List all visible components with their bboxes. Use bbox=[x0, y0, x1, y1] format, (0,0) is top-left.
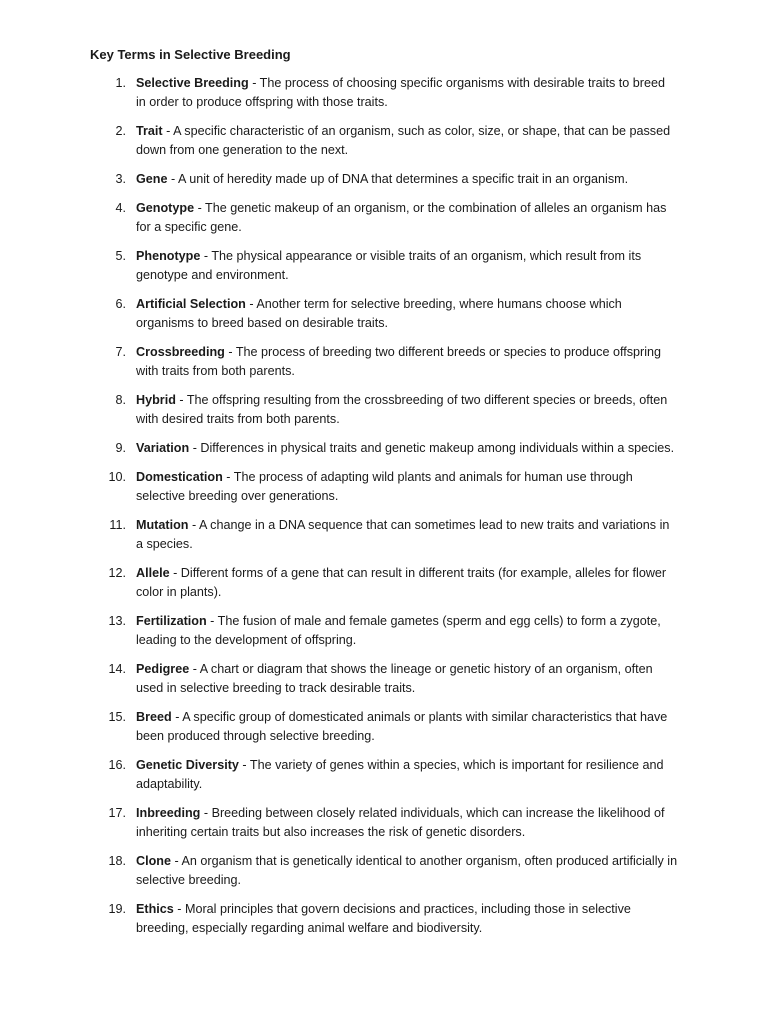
list-item-number: 12. bbox=[108, 566, 126, 580]
term-definition: - Differences in physical traits and genetic makeup among individuals within a species. bbox=[189, 441, 675, 455]
term-definition: - The process of breeding two different breeds or species to produce offspring with traits from both parents. bbox=[136, 345, 662, 378]
term-definition: - The fusion of male and female gametes (sperm and egg cells) to form a zygote, leading to the development of offspring. bbox=[136, 614, 661, 647]
term-name: Genotype bbox=[136, 201, 195, 215]
term-definition: - A chart or diagram that shows the lineage or genetic history of an organism, often used in selective breeding to track desirable traits. bbox=[136, 662, 653, 695]
term-definition: - The process of choosing specific organisms with desirable traits to breed in order to produce offspring with those traits. bbox=[136, 76, 665, 109]
list-item-number: 6. bbox=[115, 297, 126, 311]
list-item bbox=[0, 804, 768, 842]
list-item bbox=[0, 74, 768, 112]
term-definition: - Different forms of a gene that can result in different traits (for example, alleles for flower color in plants). bbox=[136, 566, 667, 599]
term-name: Pedigree bbox=[136, 662, 190, 676]
term-name: Hybrid bbox=[136, 393, 176, 407]
term-definition: - The process of adapting wild plants and animals for human use through selective breeding over generations. bbox=[136, 470, 633, 503]
list-item bbox=[0, 343, 768, 381]
term-definition: - Another term for selective breeding, where humans choose which organisms to breed based on desirable traits. bbox=[136, 297, 622, 330]
term-definition: - Breeding between closely related individuals, which can increase the likelihood of inheriting certain traits but also increases the risk of genetic disorders. bbox=[136, 806, 665, 839]
list-item-number: 5. bbox=[115, 249, 126, 263]
term-name: Genetic Diversity bbox=[136, 758, 239, 772]
term-name: Mutation bbox=[136, 518, 189, 532]
term-name: Phenotype bbox=[136, 249, 201, 263]
list-item bbox=[0, 468, 768, 506]
term-name: Allele bbox=[136, 566, 170, 580]
list-item-number: 1. bbox=[115, 76, 126, 90]
term-definition: - The variety of genes within a species, which is important for resilience and adaptability. bbox=[136, 758, 664, 791]
list-item bbox=[0, 708, 768, 746]
list-item-number: 9. bbox=[115, 441, 126, 455]
term-definition: - An organism that is genetically identical to another organism, often produced artificially in selective breeding. bbox=[136, 854, 678, 887]
list-item-number: 4. bbox=[115, 201, 126, 215]
list-item-number: 16. bbox=[108, 758, 126, 772]
document-title: Key Terms in Selective Breeding bbox=[90, 47, 291, 62]
term-name: Selective Breeding bbox=[136, 76, 249, 90]
list-item-number: 17. bbox=[108, 806, 126, 820]
list-item bbox=[0, 295, 768, 333]
list-item bbox=[0, 122, 768, 160]
term-name: Ethics bbox=[136, 902, 174, 916]
term-name: Clone bbox=[136, 854, 171, 868]
term-name: Artificial Selection bbox=[136, 297, 246, 311]
term-definition: - The physical appearance or visible traits of an organism, which result from its genotype and environment. bbox=[136, 249, 642, 282]
list-item bbox=[0, 564, 768, 602]
list-item bbox=[0, 199, 768, 237]
list-item-number: 15. bbox=[108, 710, 126, 724]
term-name: Breed bbox=[136, 710, 172, 724]
term-definition: - Moral principles that govern decisions and practices, including those in selective breeding, especially regarding animal welfare and biodiversity. bbox=[136, 902, 631, 935]
term-name: Fertilization bbox=[136, 614, 207, 628]
list-item bbox=[0, 756, 768, 794]
term-definition: - The genetic makeup of an organism, or the combination of alleles an organism has for a specific gene. bbox=[136, 201, 667, 234]
term-name: Inbreeding bbox=[136, 806, 201, 820]
list-item-number: 8. bbox=[115, 393, 126, 407]
list-item bbox=[0, 852, 768, 890]
list-item bbox=[0, 170, 768, 189]
list-item-number: 10. bbox=[108, 470, 126, 484]
list-item-number: 2. bbox=[115, 124, 126, 138]
list-item-number: 13. bbox=[108, 614, 126, 628]
term-definition: - A unit of heredity made up of DNA that determines a specific trait in an organism. bbox=[167, 172, 629, 186]
list-item-number: 18. bbox=[108, 854, 126, 868]
list-item-number: 3. bbox=[115, 172, 126, 186]
list-item-number: 7. bbox=[115, 345, 126, 359]
term-list bbox=[0, 74, 768, 948]
term-definition: - A specific characteristic of an organism, such as color, size, or shape, that can be passed down from one generation to the next. bbox=[136, 124, 671, 157]
list-item bbox=[0, 612, 768, 650]
list-item bbox=[0, 391, 768, 429]
list-item bbox=[0, 660, 768, 698]
list-item-number: 11. bbox=[109, 518, 126, 532]
list-item-number: 19. bbox=[108, 902, 126, 916]
list-item bbox=[0, 439, 768, 458]
term-definition: - A specific group of domesticated animals or plants with similar characteristics that have been produced through selective breeding. bbox=[136, 710, 668, 743]
term-name: Variation bbox=[136, 441, 190, 455]
term-name: Gene bbox=[136, 172, 168, 186]
term-definition: - The offspring resulting from the crossbreeding of two different species or breeds, often with desired traits from both parents. bbox=[136, 393, 668, 426]
term-name: Crossbreeding bbox=[136, 345, 225, 359]
term-name: Trait bbox=[136, 124, 163, 138]
term-name: Domestication bbox=[136, 470, 223, 484]
list-item bbox=[0, 900, 768, 938]
list-item bbox=[0, 247, 768, 285]
list-item-number: 14. bbox=[108, 662, 126, 676]
term-definition: - A change in a DNA sequence that can sometimes lead to new traits and variations in a species. bbox=[136, 518, 670, 551]
list-item bbox=[0, 516, 768, 554]
